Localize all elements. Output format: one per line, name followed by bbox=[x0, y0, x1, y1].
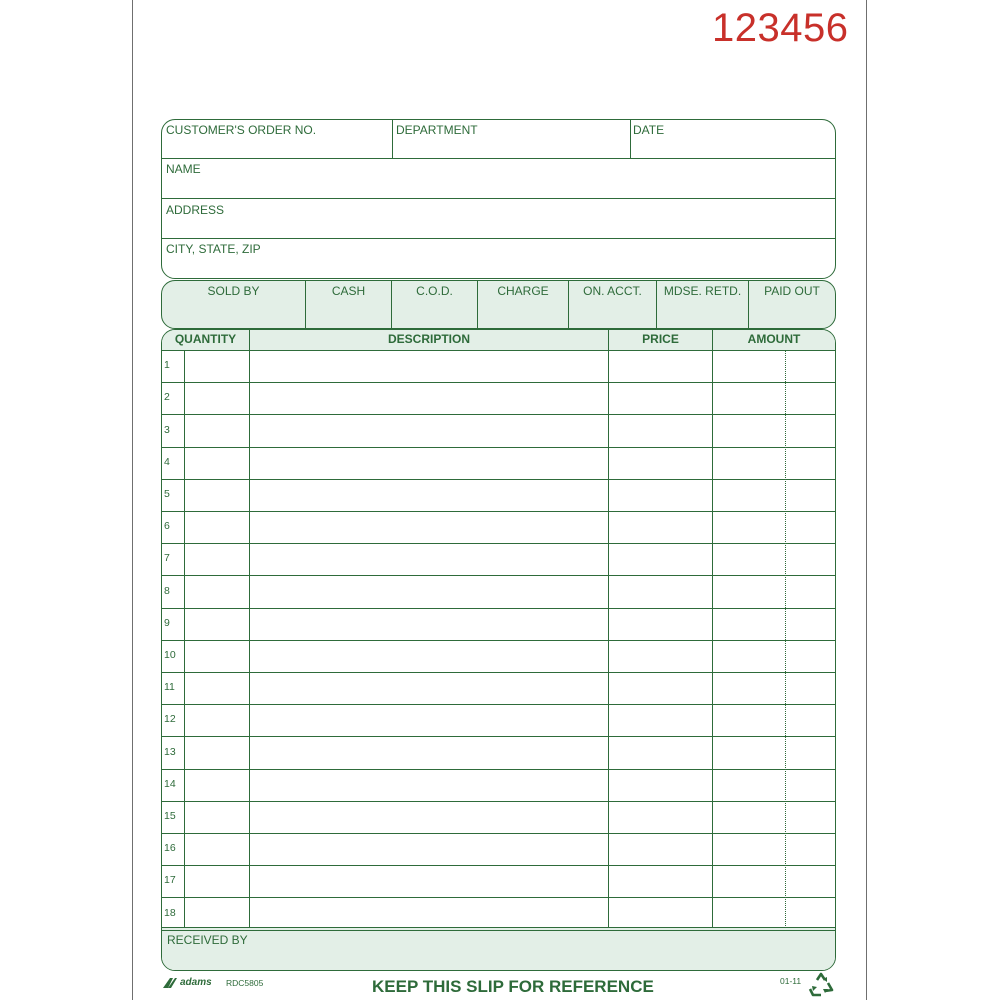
row-number: 16 bbox=[164, 842, 176, 855]
table-row-divider bbox=[162, 897, 835, 898]
table-row-divider bbox=[162, 672, 835, 673]
table-row-divider bbox=[162, 511, 835, 512]
received-by-band bbox=[162, 927, 835, 970]
date-label: DATE bbox=[633, 123, 665, 137]
row-number: 15 bbox=[164, 809, 176, 822]
revision-code: 01-11 bbox=[780, 976, 802, 986]
table-row-divider bbox=[162, 930, 835, 931]
table-row-divider bbox=[162, 769, 835, 770]
items-table bbox=[161, 329, 836, 971]
row-number: 17 bbox=[164, 874, 176, 887]
table-row-divider bbox=[162, 414, 835, 415]
table-row-divider bbox=[162, 801, 835, 802]
row-number: 18 bbox=[164, 906, 176, 919]
product-code: RDC5805 bbox=[226, 978, 264, 988]
address-label: ADDRESS bbox=[166, 203, 225, 217]
quantity-header: QUANTITY bbox=[174, 332, 237, 346]
row-number: 1 bbox=[164, 359, 170, 372]
sheet-right-edge bbox=[866, 0, 867, 1000]
table-row-divider bbox=[162, 833, 835, 834]
row-number: 5 bbox=[164, 487, 170, 500]
table-row-divider bbox=[162, 382, 835, 383]
table-row-divider bbox=[162, 575, 835, 576]
divider bbox=[162, 158, 835, 159]
payment-on-acct-label: ON. ACCT. bbox=[583, 284, 642, 298]
payment-charge-label: CHARGE bbox=[497, 284, 549, 298]
name-label: NAME bbox=[166, 162, 201, 176]
department-label: DEPARTMENT bbox=[396, 123, 478, 137]
payment-cash-label: CASH bbox=[331, 284, 366, 298]
table-row-divider bbox=[162, 640, 835, 641]
table-row-divider bbox=[162, 543, 835, 544]
divider bbox=[630, 120, 631, 158]
divider bbox=[162, 238, 835, 239]
table-row-divider bbox=[162, 608, 835, 609]
recycle-icon bbox=[808, 972, 834, 998]
serial-number: 123456 bbox=[712, 6, 849, 50]
row-number: 14 bbox=[164, 777, 176, 790]
divider bbox=[392, 120, 393, 158]
table-row-divider bbox=[162, 447, 835, 448]
payment-cod-label: C.O.D. bbox=[416, 284, 453, 298]
row-number: 3 bbox=[164, 423, 170, 436]
row-number: 4 bbox=[164, 455, 170, 468]
adams-logo-icon bbox=[162, 976, 178, 988]
divider bbox=[249, 330, 250, 928]
sheet-left-edge bbox=[132, 0, 133, 1000]
row-number: 9 bbox=[164, 616, 170, 629]
divider bbox=[608, 330, 609, 928]
footer-slogan: KEEP THIS SLIP FOR REFERENCE bbox=[372, 977, 654, 996]
row-number: 11 bbox=[164, 681, 175, 694]
table-row-divider bbox=[162, 479, 835, 480]
customer-section bbox=[161, 119, 836, 279]
price-header: PRICE bbox=[642, 332, 679, 346]
table-row-divider bbox=[162, 704, 835, 705]
row-number: 13 bbox=[164, 745, 176, 758]
table-row-divider bbox=[162, 865, 835, 866]
row-number: 2 bbox=[164, 391, 170, 404]
amount-header: AMOUNT bbox=[747, 332, 801, 346]
row-number: 8 bbox=[164, 584, 170, 597]
row-number: 10 bbox=[164, 648, 176, 661]
row-number: 12 bbox=[164, 713, 176, 726]
divider bbox=[162, 198, 835, 199]
divider bbox=[712, 330, 713, 928]
city-state-zip-label: CITY, STATE, ZIP bbox=[166, 242, 261, 256]
payment-sold-by-label: SOLD BY bbox=[207, 284, 260, 298]
table-row-divider bbox=[162, 736, 835, 737]
brand-name: adams bbox=[180, 977, 212, 988]
row-number: 6 bbox=[164, 520, 170, 533]
customer-order-no-label: CUSTOMER'S ORDER NO. bbox=[166, 123, 317, 137]
received-by-label: RECEIVED BY bbox=[167, 933, 248, 947]
description-header: DESCRIPTION bbox=[387, 332, 470, 346]
row-number: 7 bbox=[164, 552, 170, 565]
payment-mdse-retd-label: MDSE. RETD. bbox=[663, 284, 742, 298]
payment-paid-out-label: PAID OUT bbox=[764, 284, 820, 298]
